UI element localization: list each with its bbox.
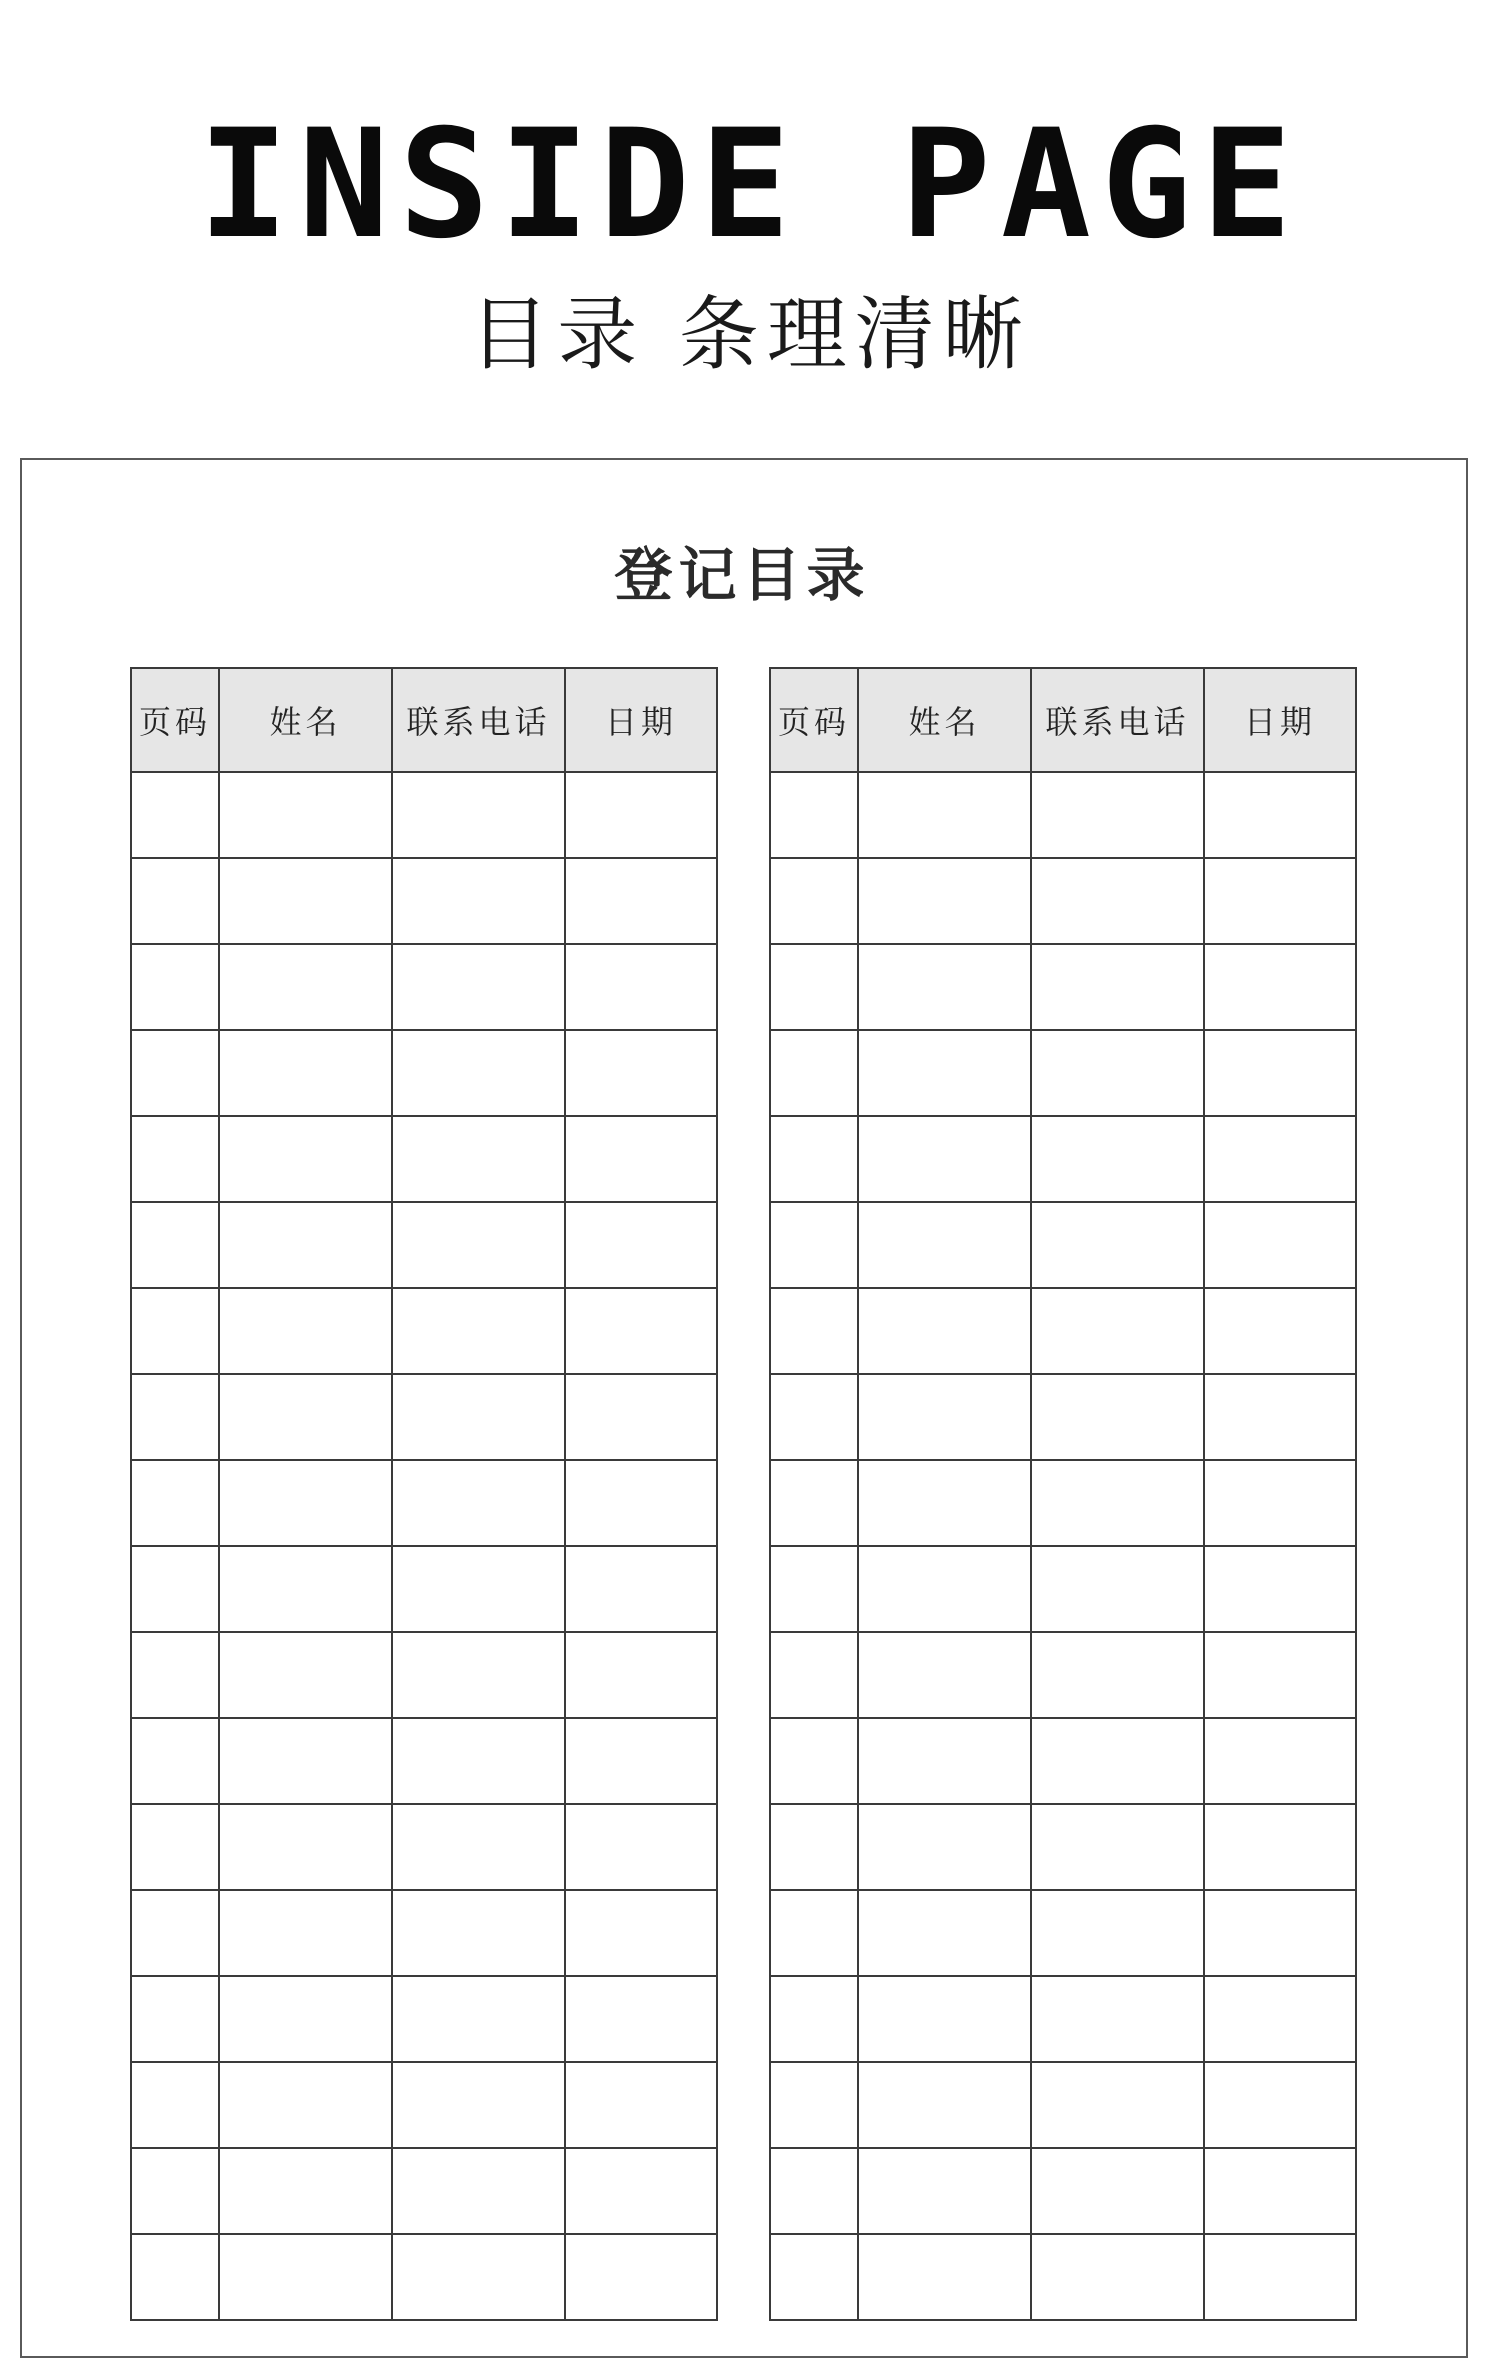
table-row — [131, 2062, 717, 2148]
cell-name — [858, 1116, 1031, 1202]
cell-phone — [1031, 2062, 1204, 2148]
cell-page — [770, 1460, 858, 1546]
table-row — [131, 1632, 717, 1718]
cell-date — [565, 1890, 717, 1976]
table-row — [131, 858, 717, 944]
page-heading: INSIDE PAGE — [198, 98, 1302, 272]
cell-phone — [1031, 1804, 1204, 1890]
cell-name — [858, 772, 1031, 858]
cell-page — [131, 772, 219, 858]
table-row — [770, 772, 1356, 858]
cell-page — [770, 944, 858, 1030]
table-row — [131, 772, 717, 858]
cell-date — [565, 1804, 717, 1890]
page-subheading: 目录 条理清晰 — [469, 288, 1031, 381]
table-header-row — [770, 668, 1356, 772]
cell-date — [1204, 1804, 1356, 1890]
cell-date — [1204, 944, 1356, 1030]
cell-phone — [1031, 858, 1204, 944]
column-header-phone: 联系电话 — [392, 668, 565, 772]
cell-name — [219, 1718, 392, 1804]
table-row — [770, 1202, 1356, 1288]
cell-date — [565, 1976, 717, 2062]
table-row — [770, 1976, 1356, 2062]
cell-date — [1204, 1374, 1356, 1460]
cell-phone — [392, 2234, 565, 2320]
cell-phone — [392, 858, 565, 944]
table-row — [131, 2148, 717, 2234]
cell-page — [770, 1632, 858, 1718]
cell-phone — [1031, 2234, 1204, 2320]
cell-page — [770, 858, 858, 944]
table-row — [770, 944, 1356, 1030]
cell-name — [219, 1030, 392, 1116]
cell-date — [1204, 2234, 1356, 2320]
cell-date — [1204, 858, 1356, 944]
cell-phone — [1031, 944, 1204, 1030]
cell-phone — [1031, 1460, 1204, 1546]
cell-name — [858, 2062, 1031, 2148]
cell-phone — [392, 2148, 565, 2234]
cell-phone — [392, 2062, 565, 2148]
cell-name — [858, 1890, 1031, 1976]
cell-phone — [392, 1632, 565, 1718]
table-row — [770, 1804, 1356, 1890]
table-row — [131, 944, 717, 1030]
register-table-left — [130, 667, 718, 2321]
cell-date — [1204, 1288, 1356, 1374]
cell-phone — [392, 1374, 565, 1460]
cell-date — [565, 1546, 717, 1632]
column-header-phone: 联系电话 — [1031, 668, 1204, 772]
cell-page — [770, 1116, 858, 1202]
cell-phone — [392, 1890, 565, 1976]
cell-page — [131, 1460, 219, 1546]
cell-name — [858, 858, 1031, 944]
table-row — [131, 1976, 717, 2062]
cell-phone — [392, 1116, 565, 1202]
cell-page — [770, 1890, 858, 1976]
cell-page — [770, 772, 858, 858]
cell-phone — [392, 1030, 565, 1116]
cell-date — [1204, 1116, 1356, 1202]
cell-date — [565, 2148, 717, 2234]
cell-page — [131, 1632, 219, 1718]
cell-page — [131, 1890, 219, 1976]
cell-date — [565, 858, 717, 944]
cell-page — [131, 1030, 219, 1116]
cell-page — [131, 1718, 219, 1804]
cell-name — [858, 2148, 1031, 2234]
table-row — [131, 1460, 717, 1546]
cell-name — [858, 944, 1031, 1030]
table-row — [131, 2234, 717, 2320]
table-row — [770, 1030, 1356, 1116]
cell-phone — [1031, 1546, 1204, 1632]
cell-date — [1204, 1030, 1356, 1116]
cell-name — [219, 1976, 392, 2062]
cell-name — [219, 2234, 392, 2320]
table-row — [770, 2148, 1356, 2234]
cell-date — [565, 2234, 717, 2320]
cell-phone — [392, 1976, 565, 2062]
cell-phone — [392, 1804, 565, 1890]
cell-date — [565, 1460, 717, 1546]
table-row — [770, 1460, 1356, 1546]
cell-page — [770, 1718, 858, 1804]
cell-phone — [1031, 1374, 1204, 1460]
cell-phone — [1031, 1202, 1204, 1288]
cell-date — [565, 1288, 717, 1374]
cell-page — [770, 1030, 858, 1116]
cell-name — [219, 2148, 392, 2234]
cell-phone — [392, 772, 565, 858]
cell-page — [131, 1116, 219, 1202]
column-header-page: 页码 — [770, 668, 858, 772]
cell-date — [1204, 2062, 1356, 2148]
cell-name — [858, 1202, 1031, 1288]
cell-date — [565, 1632, 717, 1718]
cell-name — [858, 2234, 1031, 2320]
cell-name — [219, 2062, 392, 2148]
cell-name — [219, 1288, 392, 1374]
cell-date — [1204, 1632, 1356, 1718]
cell-phone — [392, 1460, 565, 1546]
cell-date — [1204, 772, 1356, 858]
cell-name — [219, 1546, 392, 1632]
column-header-name: 姓名 — [219, 668, 392, 772]
cell-phone — [1031, 1632, 1204, 1718]
cell-date — [565, 1030, 717, 1116]
cell-name — [858, 1632, 1031, 1718]
cell-page — [131, 1804, 219, 1890]
cell-date — [565, 1374, 717, 1460]
register-rows-left — [131, 772, 717, 2320]
cell-phone — [1031, 2148, 1204, 2234]
table-row — [131, 1890, 717, 1976]
cell-date — [565, 772, 717, 858]
table-row — [131, 1374, 717, 1460]
cell-page — [770, 1976, 858, 2062]
table-row — [770, 1890, 1356, 1976]
cell-date — [565, 2062, 717, 2148]
cell-page — [131, 858, 219, 944]
table-row — [131, 1116, 717, 1202]
cell-page — [131, 944, 219, 1030]
cell-name — [219, 1632, 392, 1718]
cell-name — [219, 944, 392, 1030]
column-header-date: 日期 — [565, 668, 717, 772]
table-row — [131, 1202, 717, 1288]
cell-date — [565, 944, 717, 1030]
table-row — [131, 1718, 717, 1804]
cell-phone — [392, 1546, 565, 1632]
table-row — [770, 1546, 1356, 1632]
cell-name — [858, 1030, 1031, 1116]
cell-phone — [1031, 1718, 1204, 1804]
table-header-row — [131, 668, 717, 772]
cell-phone — [1031, 1116, 1204, 1202]
cell-name — [858, 1374, 1031, 1460]
cell-page — [131, 1374, 219, 1460]
table-row — [770, 2234, 1356, 2320]
cell-date — [1204, 1546, 1356, 1632]
cell-date — [1204, 1890, 1356, 1976]
cell-page — [131, 2062, 219, 2148]
cell-page — [770, 2148, 858, 2234]
cell-phone — [1031, 1976, 1204, 2062]
cell-name — [219, 1460, 392, 1546]
cell-page — [770, 1288, 858, 1374]
table-row — [131, 1288, 717, 1374]
cell-phone — [1031, 1288, 1204, 1374]
column-header-page: 页码 — [131, 668, 219, 772]
table-row — [770, 1116, 1356, 1202]
cell-phone — [392, 1718, 565, 1804]
cell-name — [858, 1718, 1031, 1804]
cell-page — [131, 1546, 219, 1632]
table-row — [770, 2062, 1356, 2148]
cell-name — [858, 1804, 1031, 1890]
register-title: 登记目录 — [614, 541, 871, 609]
cell-name — [219, 1374, 392, 1460]
cell-phone — [392, 1202, 565, 1288]
cell-page — [770, 2062, 858, 2148]
cell-name — [219, 1116, 392, 1202]
cell-name — [858, 1460, 1031, 1546]
table-row — [131, 1804, 717, 1890]
table-row — [131, 1546, 717, 1632]
cell-name — [219, 1804, 392, 1890]
cell-date — [565, 1718, 717, 1804]
cell-date — [1204, 1460, 1356, 1546]
cell-page — [131, 2234, 219, 2320]
register-table-right — [769, 667, 1357, 2321]
cell-page — [770, 1546, 858, 1632]
cell-phone — [392, 1288, 565, 1374]
cell-date — [565, 1202, 717, 1288]
cell-date — [1204, 1202, 1356, 1288]
cell-page — [131, 1976, 219, 2062]
cell-phone — [392, 944, 565, 1030]
table-row — [770, 1374, 1356, 1460]
table-row — [131, 1030, 717, 1116]
table-row — [770, 1718, 1356, 1804]
cell-date — [1204, 1718, 1356, 1804]
table-row — [770, 858, 1356, 944]
table-row — [770, 1288, 1356, 1374]
cell-phone — [1031, 1030, 1204, 1116]
cell-page — [131, 1288, 219, 1374]
cell-name — [219, 1202, 392, 1288]
cell-page — [770, 1374, 858, 1460]
cell-page — [770, 1202, 858, 1288]
cell-page — [131, 1202, 219, 1288]
cell-phone — [1031, 1890, 1204, 1976]
cell-date — [1204, 2148, 1356, 2234]
cell-phone — [1031, 772, 1204, 858]
register-rows-right — [770, 772, 1356, 2320]
cell-date — [1204, 1976, 1356, 2062]
table-row — [770, 1632, 1356, 1718]
cell-name — [219, 1890, 392, 1976]
column-header-name: 姓名 — [858, 668, 1031, 772]
column-header-date: 日期 — [1204, 668, 1356, 772]
cell-name — [858, 1546, 1031, 1632]
cell-name — [858, 1976, 1031, 2062]
cell-date — [565, 1116, 717, 1202]
cell-page — [131, 2148, 219, 2234]
cell-page — [770, 2234, 858, 2320]
cell-name — [858, 1288, 1031, 1374]
cell-name — [219, 772, 392, 858]
cell-name — [219, 858, 392, 944]
cell-page — [770, 1804, 858, 1890]
